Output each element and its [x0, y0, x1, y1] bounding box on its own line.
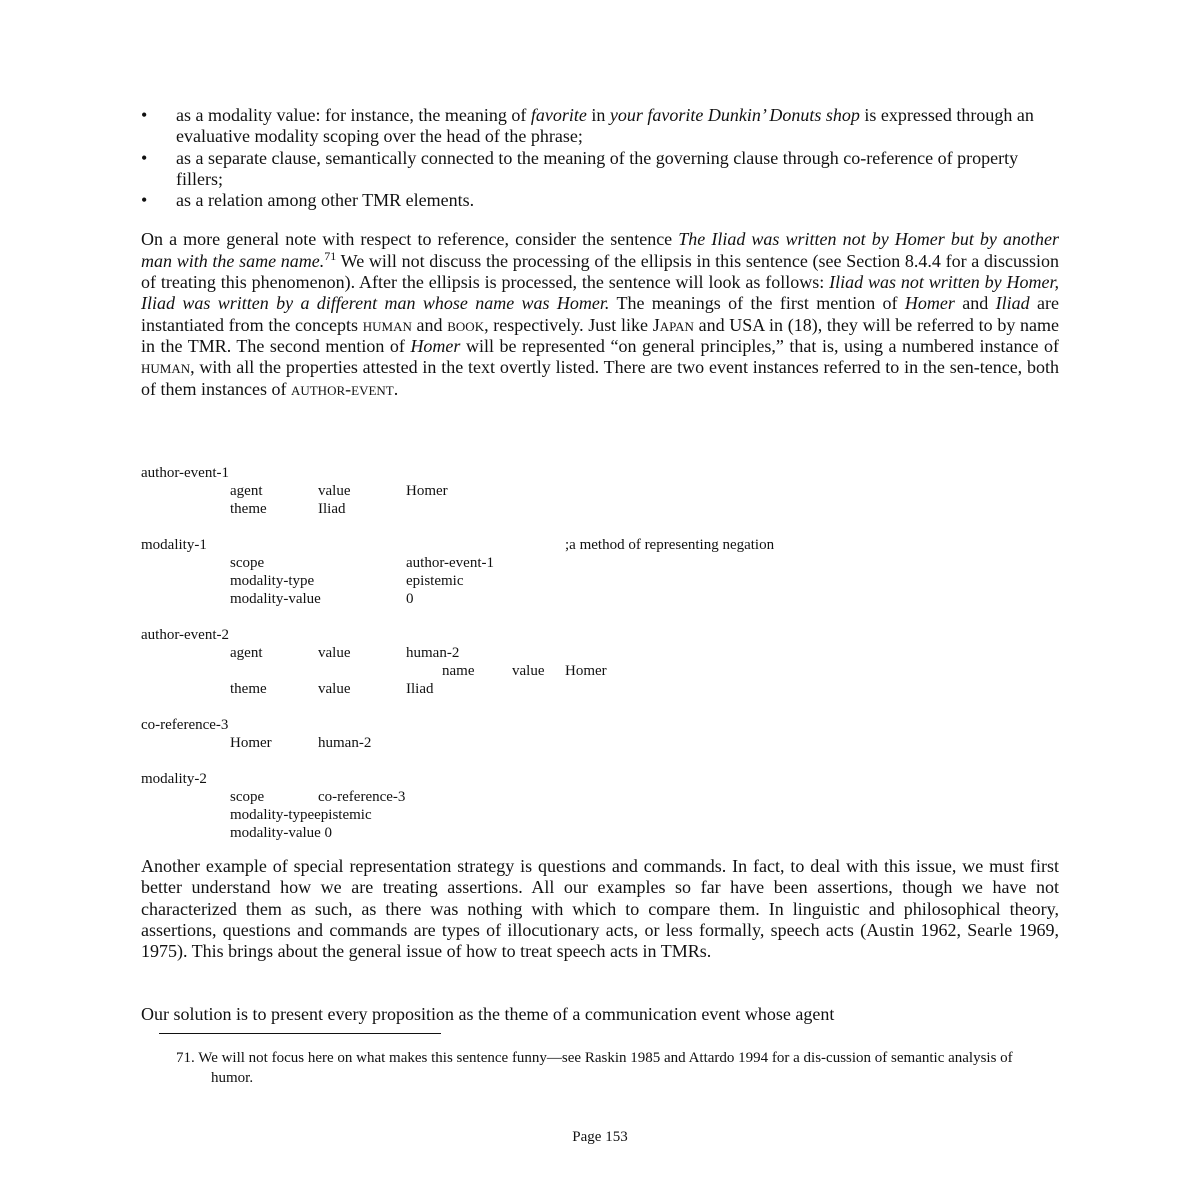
- paragraph-speech-acts: Another example of special representation strategy is questions and commands. In fact, to deal with this issue, we must first better understand how we are treating assertions. All our examples so far have been assertions, though we have not characterized them as such, as there was nothing with which to compare them. In linguistic and philosophical theory, assertions, questions and commands are types of illocutionary acts, or less formally, speech acts (Austin 1962, Searle 1969, 1975). This brings about the general issue of how to treat speech acts in TMRs.: [141, 856, 1059, 962]
- bullet-list: [141, 105, 1059, 211]
- tmr-subslot: name value Homer: [442, 663, 607, 679]
- footnote-text: We will not focus here on what makes this sentence funny—see Raskin 1985 and Attardo 1994 for a dis-cussion of semantic analysis of humor.: [198, 1050, 1013, 1086]
- footnote-reference[interactable]: 71: [324, 248, 337, 263]
- tmr-slot: agent value human-2: [230, 645, 460, 661]
- list-item: • as a separate clause, semantically connected to the meaning of the governing clause through co-reference of property fillers;: [141, 147, 1019, 189]
- tmr-frame-head: co-reference-3: [141, 717, 229, 733]
- tmr-slot: modality-value 0: [230, 591, 414, 607]
- bullet-marker: •: [141, 147, 148, 168]
- tmr-slot: modality-value 0: [230, 825, 333, 841]
- footnote: [176, 1048, 1036, 1088]
- list-item: • as a modality value: for instance, the meaning of favorite in your favorite Dunkin’ Donuts shop is expressed through an evaluative modality scoping over the head of the phrase;: [141, 105, 1034, 147]
- tmr-slot: scope author-event-1: [230, 555, 494, 571]
- tmr-listing: [141, 464, 1059, 842]
- tmr-comment: ;a method of representing negation: [565, 537, 775, 553]
- tmr-slot: modality-typeepistemic: [230, 807, 372, 823]
- footnote-number: 71.: [176, 1050, 195, 1066]
- list-item: • as a relation among other TMR elements.: [141, 190, 475, 211]
- tmr-frame-head: author-event-1: [141, 465, 229, 481]
- paragraph-solution: Our solution is to present every proposition as the theme of a communication event whose agent: [141, 1004, 835, 1024]
- main-text-column: [141, 105, 1059, 400]
- paragraph-reference: On a more general note with respect to reference, consider the sentence The Iliad was written not by Homer but by another man with the same name.$^{71}$ We will not discuss the processing of the ellipsis in this sentence (see Section 8.4.4 for a discussion of treating this phenomenon). After the ellipsis is processed, the sentence will look as follows: Iliad was not written by Homer, Iliad was written by a different man whose name was Homer. The meanings of the first mention of Homer and Iliad are instantiated from the concepts human and book, respectively. Just like Japan and USA in (18), they will be referred to by name in the TMR. The second mention of Homer will be represented “on general principles,” that is, using a numbered instance of human, with all the properties attested in the text overtly listed. There are two event instances referred to in the sen-tence, both of them instances of author-event.: [141, 229, 1060, 399]
- tmr-frame-head: modality-1 ;a method of representing negation: [141, 537, 775, 553]
- tmr-slot: theme value Iliad: [230, 681, 434, 697]
- footnote-divider: [159, 1033, 441, 1034]
- bullet-marker: •: [141, 190, 148, 211]
- tmr-slot: scope co-reference-3: [230, 789, 406, 805]
- tmr-frame-head: modality-2: [141, 771, 207, 787]
- tmr-slot: agent value Homer: [230, 483, 448, 499]
- tmr-frame-head: author-event-2: [141, 627, 229, 643]
- bullet-marker: •: [141, 105, 148, 125]
- tmr-slot: Homer human-2: [230, 735, 372, 751]
- tmr-slot: theme Iliad: [230, 501, 346, 517]
- tmr-slot: modality-type epistemic: [230, 573, 464, 589]
- page-number: Page 153: [572, 1129, 628, 1145]
